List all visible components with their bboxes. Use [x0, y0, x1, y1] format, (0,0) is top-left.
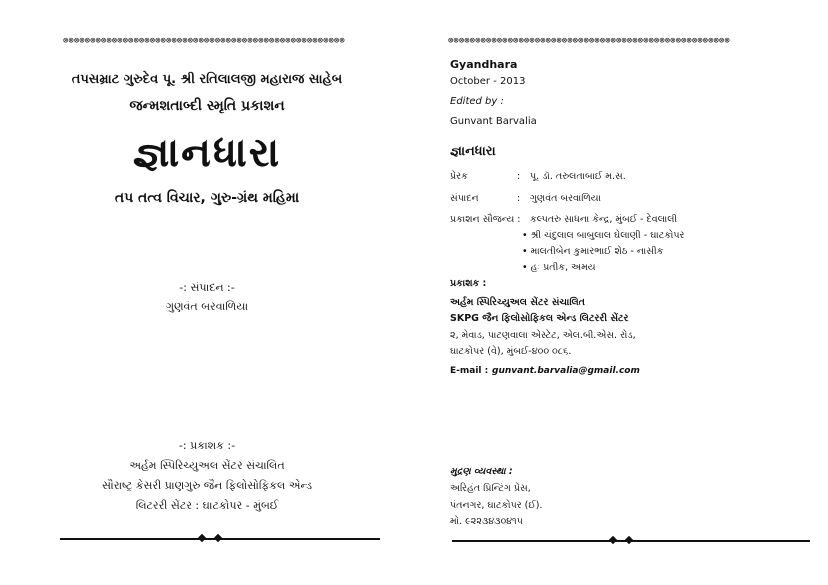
sponsor-bullet: • માલતીબેન કુમારભાઈ શેઠ - નાસીક — [522, 246, 664, 257]
colon-separator: : — [517, 193, 521, 204]
bullet-icon: • — [522, 262, 531, 273]
inspirer-label: પ્રેરક — [450, 171, 468, 182]
publisher-line: ૨, મેવાડ, પાટણવાલા એસ્ટેટ, એલ.બી.એસ. રોડ, — [450, 330, 636, 341]
publisher-line: ઘાટકોપર (વે), મુંબઈ-૪૦૦ ૦૮૬. — [450, 346, 572, 357]
right-page — [414, 0, 828, 585]
colon-separator: : — [517, 171, 521, 182]
publisher-heading: પ્રકાશક : — [450, 278, 487, 289]
editor-label: સંપાદન — [450, 193, 479, 204]
publisher-line: અર્હમ સ્પિરિચ્યુઅલ સેંટર સંચાલિત — [129, 459, 285, 472]
publisher-line: સૌરાષ્ટ્ર કેસરી પ્રાણગુરુ જૈન ફિલોસોફિકલ એન્ડ — [101, 479, 312, 492]
publication-date: October - 2013 — [450, 76, 526, 87]
top-ornament-border: ⊗⊗⊗⊗⊗⊗⊗⊗⊗⊗⊗⊗⊗⊗⊗⊗⊗⊗⊗⊗⊗⊗⊗⊗⊗⊗⊗⊗⊗⊗⊗⊗⊗⊗⊗⊗⊗⊗⊗⊗⊗⊗⊗⊗⊗⊗⊗⊗⊗⊗⊗⊗ — [448, 36, 730, 46]
centenary-line: જન્મશતાબ્દી સ્મૃતિ પ્રકાશન — [129, 98, 285, 114]
top-ornament-border: ⊗⊗⊗⊗⊗⊗⊗⊗⊗⊗⊗⊗⊗⊗⊗⊗⊗⊗⊗⊗⊗⊗⊗⊗⊗⊗⊗⊗⊗⊗⊗⊗⊗⊗⊗⊗⊗⊗⊗⊗⊗⊗⊗⊗⊗⊗⊗⊗⊗⊗⊗⊗ — [63, 36, 345, 46]
printer-heading: મુદ્રણ વ્યવસ્થા : — [450, 466, 513, 477]
sponsor-bullet: • શ્રી ચંદુલાલ બાબુલાલ ઘેલાણી - ઘાટકોપર — [522, 230, 685, 241]
publisher-line: લિટરરી સેંટર : ઘાટકોપર - મુંબઈ — [135, 499, 279, 512]
sponsor-label: પ્રકાશન સૌજન્ય : — [450, 214, 521, 225]
book-title-english: Gyandhara — [450, 58, 518, 71]
sponsor-value: કલ્પતરુ સાધના કેન્દ્ર, મુંબઈ - દેવલાલી — [530, 214, 678, 225]
printer-line: પંતનગર, ઘાટકોપર (ઈ). — [450, 500, 543, 511]
inspirer-value: પૂ. ડૉ. તરુલતાબાઈ મ.સ. — [530, 171, 626, 182]
sponsor-bullet: • હઃ પ્રતીક, અમય — [522, 262, 596, 273]
bullet-icon: • — [522, 246, 531, 257]
publisher-heading: -: પ્રકાશક :- — [178, 439, 236, 452]
diamond-ornament — [198, 534, 206, 542]
book-title: જ્ઞાનધારા — [132, 130, 282, 176]
edited-by-label: Edited by : — [450, 96, 504, 107]
publisher-line: SKPG જૈન ફિલોસોફિકલ એન્ડ લિટરરી સેંટર — [450, 313, 629, 324]
editor-heading: -: સંપાદન :- — [179, 281, 235, 294]
email-label: E-mail : — [450, 366, 489, 376]
diamond-ornament — [214, 534, 222, 542]
dedication-line: તપસમ્રાટ ગુરુદેવ પૂ. શ્રી રતિલાલજી મહારાજ સાહેબ — [71, 72, 343, 87]
book-title-gujarati: જ્ઞાનધારા — [450, 144, 496, 159]
publisher-line: અર્હમ સ્પિરિચ્યુઅલ સેંટર સંચાલિત — [450, 297, 585, 308]
bullet-icon: • — [522, 230, 531, 241]
editor-value: ગુણવંત બરવાળિયા — [530, 193, 601, 204]
printer-line: મો. ૯૨૨૩૪૩૦૪૧૫ — [450, 516, 523, 527]
email-value[interactable]: gunvant.barvalia@gmail.com — [492, 366, 640, 376]
editor-english: Gunvant Barvalia — [450, 116, 537, 127]
printer-line: અરિહંત પ્રિન્ટિંગ પ્રેસ, — [450, 483, 531, 494]
diamond-ornament — [625, 536, 633, 544]
book-subtitle: તપ તત્વ વિચાર, ગુરુ-ગ્રંથ મહિમા — [114, 190, 300, 206]
diamond-ornament — [609, 536, 617, 544]
editor-name: ગુણવંત બરવાળિયા — [165, 300, 249, 313]
